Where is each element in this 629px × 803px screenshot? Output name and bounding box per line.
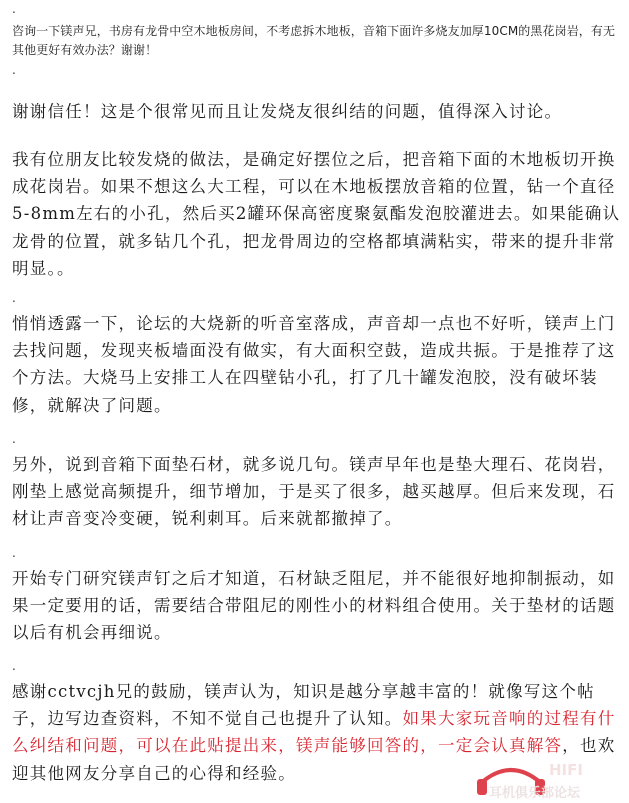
dot-separator: . [12, 63, 16, 77]
headphone-icon [471, 753, 621, 801]
closing-text-end: ，也欢迎其他网友分享自己的心得和经验。 [12, 736, 616, 783]
watermark-subtext: 耳机俱乐部论坛 [489, 786, 581, 801]
dot-separator: . [12, 659, 16, 673]
closing-text: 感谢cctvcjh兄的鼓励，镁声认为，知识是越分享越丰富的！就像写这个帖子，边写边查资料，不知不觉自己也提升了认知。 [12, 682, 595, 729]
forum-watermark-logo [471, 753, 621, 801]
dot-separator: . [12, 291, 16, 305]
highlighted-invitation: 如果大家玩音响的过程有什么纠结和问题，可以在此贴提出来，镁声能够回答的，一定会认真解答 [12, 709, 616, 756]
quoted-question: 咨询一下镁声兄，书房有龙骨中空木地板房间，不考虑拆木地板，音箱下面许多烧友加厚10CM的黑花岗岩，有无其他更好有效办法？谢谢！ [12, 24, 616, 57]
paragraph-story: 悄悄透露一下，论坛的大烧新的听音室落成，声音却一点也不好听，镁声上门去找问题，发现夹板墙面没有做实，有大面积空鼓，造成共振。于是推荐了这个方法。大烧马上安排工人在四壁钻小孔，打了几十罐发泡胶，没有破坏装修，就解决了问题。 [12, 314, 616, 415]
paragraph-damping: 开始专门研究镁声钉之后才知道，石材缺乏阻尼，并不能很好地抑制振动，如果一定要用的话，需要结合带阻尼的刚性小的材料组合使用。关于垫材的话题以后有机会再细说。 [12, 569, 616, 643]
dot-separator: . [12, 546, 16, 560]
dot-separator: . [12, 432, 16, 446]
paragraph-method: 我有位朋友比较发烧的做法，是确定好摆位之后，把音箱下面的木地板切开换成花岗岩。如果不想这么大工程，可以在木地板摆放音箱的位置，钻一个直径5-8mm左右的小孔，然后买2罐环保高密度聚氨酯发泡胶灌进去。如果能确认龙骨的位置，就多钻几个孔，把龙骨周边的空格都填满粘实，带来的提升非常明显。。 [12, 150, 621, 278]
paragraph-stone: 另外，说到音箱下面垫石材，就多说几句。镁声早年也是垫大理石、花岗岩，刚垫上感觉高频提升，细节增加，于是买了很多，越买越厚。但后来发现，石材让声音变冷变硬，锐利刺耳。后来就都撤掉了。 [12, 455, 616, 529]
watermark-text: HIFI [549, 761, 583, 779]
dot-separator: . [12, 2, 16, 16]
paragraph-thanks: 谢谢信任！这是个很常见而且让发烧友很纠结的问题，值得深入讨论。 [12, 102, 563, 121]
